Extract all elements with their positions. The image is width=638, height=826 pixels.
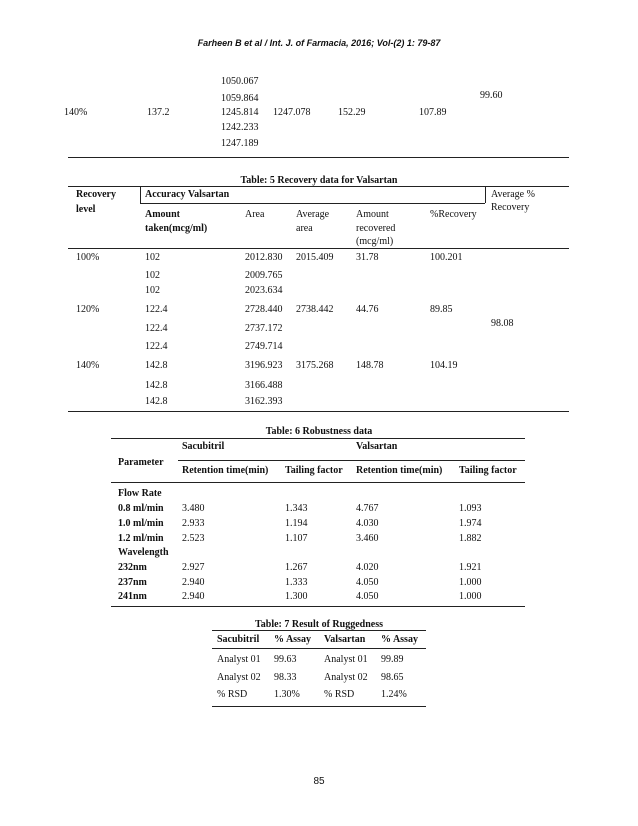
column-header: Average % [491, 189, 535, 200]
table-rule [212, 630, 426, 631]
table-cell: 142.8 [145, 380, 168, 391]
table-cell: 1.921 [459, 562, 482, 573]
table-rule [140, 186, 141, 203]
table-cell: 102 [145, 252, 160, 263]
table-cell: 102 [145, 270, 160, 281]
table-rule [111, 482, 525, 483]
table-cell: 107.89 [419, 107, 447, 118]
table-cell: 122.4 [145, 323, 168, 334]
table-cell: 1.882 [459, 533, 482, 544]
column-header: area [296, 223, 313, 234]
table-cell: 2.940 [182, 577, 205, 588]
running-header: Farheen B et al / Int. J. of Farmacia, 2016; Vol-(2) 1: 79-87 [197, 38, 441, 48]
column-header: Area [245, 209, 265, 220]
table-cell: 4.030 [356, 518, 379, 529]
table-rule [111, 606, 525, 607]
table-cell: 142.8 [145, 360, 168, 371]
table-cell: 98.33 [274, 672, 297, 683]
table-cell: 152.29 [338, 107, 366, 118]
table-cell: % RSD [324, 689, 355, 700]
table-cell: 122.4 [145, 304, 168, 315]
column-header: Valsartan [356, 441, 398, 452]
table-cell: 2015.409 [296, 252, 334, 263]
table-cell: 102 [145, 285, 160, 296]
row-label: 232nm [118, 562, 147, 573]
table-cell: 1.093 [459, 503, 482, 514]
column-header: Retention time(min) [356, 465, 443, 476]
table-cell: 2.940 [182, 591, 205, 602]
row-label: 241nm [118, 591, 147, 602]
table-cell: % RSD [217, 689, 248, 700]
table-cell: 1245.814 [221, 107, 259, 118]
table-cell: 1.30% [274, 689, 300, 700]
column-header: Valsartan [324, 634, 366, 645]
table-cell: 104.19 [430, 360, 458, 371]
column-header: Average [296, 209, 330, 220]
table-rule [140, 203, 485, 204]
column-header: level [76, 204, 96, 215]
table-cell: 122.4 [145, 341, 168, 352]
table-cell: 4.050 [356, 591, 379, 602]
average-recovery: 98.08 [491, 318, 514, 329]
row-label: 0.8 ml/min [118, 503, 164, 514]
table-cell: 2749.714 [245, 341, 283, 352]
row-label: 1.0 ml/min [118, 518, 164, 529]
table-caption: Table: 7 Result of Ruggedness [255, 619, 383, 630]
table-cell: 99.89 [381, 654, 404, 665]
table-cell: 2.933 [182, 518, 205, 529]
column-header: Retention time(min) [182, 465, 269, 476]
table-cell: 140% [64, 107, 88, 118]
column-header: Sacubitril [217, 634, 260, 645]
table-cell: 2.523 [182, 533, 205, 544]
column-header: Tailing factor [285, 465, 343, 476]
table-cell: 148.78 [356, 360, 384, 371]
recovery-level: 100% [76, 252, 100, 263]
table-cell: 2738.442 [296, 304, 334, 315]
page-number: 85 [313, 776, 325, 787]
table-cell: 3166.488 [245, 380, 283, 391]
table-rule [68, 248, 569, 249]
table-cell: 99.60 [480, 90, 503, 101]
table-cell: 100.201 [430, 252, 463, 263]
table-cell: 2012.830 [245, 252, 283, 263]
table-caption: Table: 5 Recovery data for Valsartan [240, 175, 398, 186]
table-rule [485, 186, 486, 203]
table-rule [68, 186, 569, 187]
table-cell: 1.333 [285, 577, 308, 588]
table-cell: 1.107 [285, 533, 308, 544]
table-cell: Analyst 01 [324, 654, 368, 665]
table-cell: 99.63 [274, 654, 297, 665]
table-cell: 4.020 [356, 562, 379, 573]
table-caption: Table: 6 Robustness data [265, 426, 373, 437]
column-header: % Assay [274, 634, 311, 645]
table-cell: 1.194 [285, 518, 308, 529]
table-cell: 142.8 [145, 396, 168, 407]
column-header: Amount [145, 209, 181, 220]
table-cell: 3.460 [356, 533, 379, 544]
column-header: Sacubitril [182, 441, 225, 452]
column-header: Recovery [76, 189, 116, 200]
table-rule [178, 460, 525, 461]
table-cell: 1242.233 [221, 122, 259, 133]
table-cell: Analyst 02 [217, 672, 261, 683]
table-cell: 1.24% [381, 689, 407, 700]
row-label: 1.2 ml/min [118, 533, 164, 544]
column-header: % Assay [381, 634, 418, 645]
table-cell: 98.65 [381, 672, 404, 683]
table-cell: 3162.393 [245, 396, 283, 407]
table-cell: 1247.189 [221, 138, 259, 149]
table-rule [68, 411, 569, 412]
table-cell: 2728.440 [245, 304, 283, 315]
column-header: Tailing factor [459, 465, 517, 476]
section-title: Flow Rate [118, 488, 162, 499]
table-cell: 1059.864 [221, 93, 259, 104]
table-cell: 2023.634 [245, 285, 283, 296]
recovery-level: 140% [76, 360, 100, 371]
table-cell: 2737.172 [245, 323, 283, 334]
table-cell: 1.267 [285, 562, 308, 573]
section-title: Wavelength [118, 547, 169, 558]
table-cell: Analyst 01 [217, 654, 261, 665]
column-header: Amount [356, 209, 389, 220]
recovery-level: 120% [76, 304, 100, 315]
column-header: taken(mcg/ml) [145, 223, 208, 234]
table-cell: 3.480 [182, 503, 205, 514]
table-cell: 1.000 [459, 591, 482, 602]
table-rule [212, 648, 426, 649]
table-cell: 1.974 [459, 518, 482, 529]
column-header: Recovery [491, 202, 530, 213]
row-label: 237nm [118, 577, 147, 588]
table-cell: 1.300 [285, 591, 308, 602]
table-cell: 3175.268 [296, 360, 334, 371]
table-cell: 4.767 [356, 503, 379, 514]
table-rule [111, 438, 525, 439]
table-cell: 1.000 [459, 577, 482, 588]
table-cell: 4.050 [356, 577, 379, 588]
table-rule [68, 157, 569, 158]
column-header: Accuracy Valsartan [145, 189, 230, 200]
column-header: %Recovery [430, 209, 477, 220]
table-rule [212, 706, 426, 707]
table-cell: 1.343 [285, 503, 308, 514]
table-cell: 2.927 [182, 562, 205, 573]
table-cell: 1247.078 [273, 107, 311, 118]
column-header: recovered [356, 223, 396, 234]
table-cell: 3196.923 [245, 360, 283, 371]
table-cell: 137.2 [147, 107, 170, 118]
table-cell: Analyst 02 [324, 672, 368, 683]
column-header: Parameter [118, 457, 164, 468]
table-cell: 89.85 [430, 304, 453, 315]
table-cell: 44.76 [356, 304, 379, 315]
table-cell: 31.78 [356, 252, 379, 263]
column-header: (mcg/ml) [356, 236, 394, 247]
table-cell: 2009.765 [245, 270, 283, 281]
table-cell: 1050.067 [221, 76, 259, 87]
